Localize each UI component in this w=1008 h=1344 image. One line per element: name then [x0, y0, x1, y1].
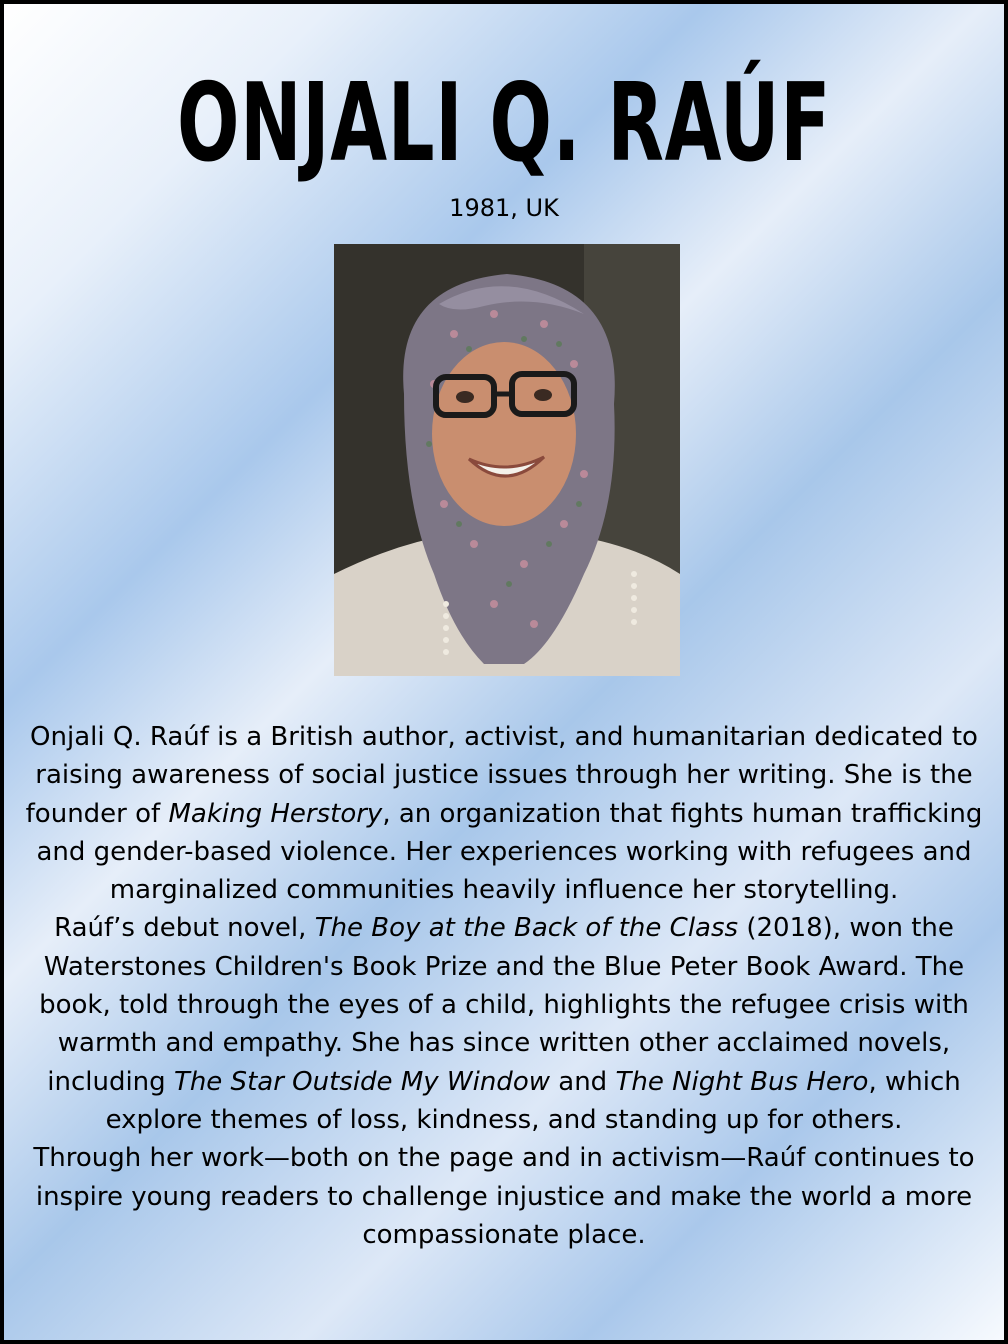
bio-text: , which explore themes of loss, kindness, and standing up for others.	[105, 1066, 961, 1135]
author-name: ONJALI Q. RAÚF	[176, 61, 832, 186]
bio-paragraph-3: Through her work—both on the page and in activism—Raúf continues to inspire young readers to challenge injustice and make the world a more compassionate place.	[33, 1143, 975, 1250]
bio-text: (2018), won the Waterstones Children's Book Prize and the Blue Peter Book Award. The book, told through the eyes of a child, highlights the refugee crisis with warmth and empathy. She has since written other acclaimed novels, including	[39, 913, 969, 1097]
author-portrait	[334, 244, 680, 676]
bio-text: and	[550, 1066, 616, 1097]
bio-paragraph-1	[24, 718, 984, 909]
book-title: The Night Bus Hero	[615, 1066, 869, 1097]
portrait-illustration	[334, 244, 680, 676]
bio-paragraph-2	[24, 909, 984, 1139]
bio-text: Onjali Q. Raúf is a British author, activist, and humanitarian dedicated to raising awareness of social justice issues through her writing. She is the founder of	[25, 722, 978, 829]
bio-text: , an organization that fights human trafficking and gender-based violence. Her experiences working with refugees and marginalized communities heavily influence her storytelling.	[36, 798, 983, 906]
birth-year-country: 1981, UK	[449, 194, 559, 222]
book-title: The Star Outside My Window	[173, 1066, 550, 1097]
bio-text: Raúf’s debut novel,	[54, 913, 315, 944]
book-title: The Boy at the Back of the Class	[314, 913, 739, 944]
organization-title: Making Herstory	[168, 798, 383, 829]
biography	[24, 718, 984, 1254]
